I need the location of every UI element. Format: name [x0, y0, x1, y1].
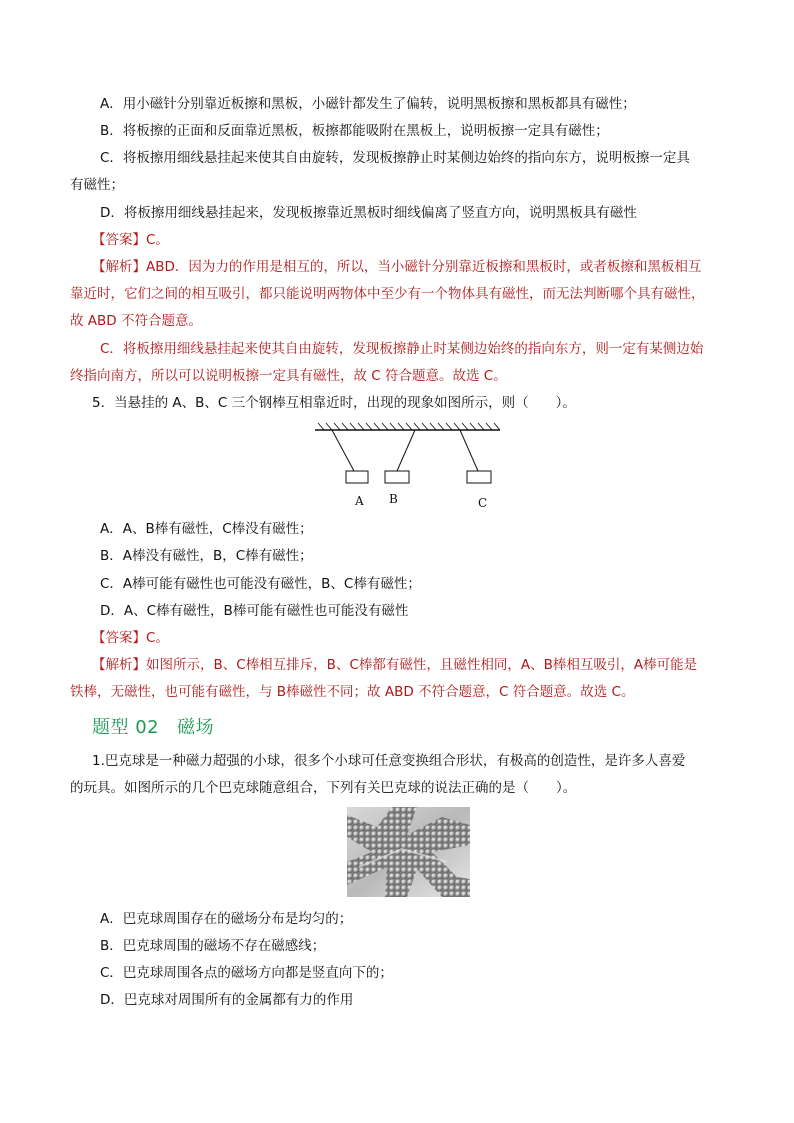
s2q1-option-b: B．巴克球周围的磁场不存在磁感线；	[100, 938, 326, 954]
s2q1-option-a: A．巴克球周围存在的磁场分布是均匀的；	[100, 911, 353, 927]
s2q1-stem-line-1: 1.巴克球是一种磁力超强的小球，很多个小球可任意变换组合形状，有极高的创造性，是许多人喜爱	[92, 753, 686, 769]
q5-analysis-line-1: 【解析】如图所示，B、C棒相互排斥，B、C棒都有磁性，且磁性相同，A、B棒相互吸引，A棒可能是	[92, 657, 698, 673]
q4-option-b: B．将板擦的正面和反面靠近黑板，板擦都能吸附在黑板上，说明板擦一定具有磁性；	[100, 123, 609, 139]
q4-option-a: A．用小磁针分别靠近板擦和黑板，小磁针都发生了偏转，说明黑板擦和黑板都具有磁性；	[100, 96, 636, 112]
buckyball-photo	[347, 807, 470, 897]
rod-b	[385, 430, 415, 483]
q5-option-c: C．A棒可能有磁性也可能没有磁性，B、C棒有磁性；	[100, 576, 421, 592]
q4-analysis-line-4: C．将板擦用细线悬挂起来使其自由旋转，发现板擦静止时某侧边始终的指向东方，则一定有某侧边始	[100, 341, 704, 357]
s2q1-option-c: C．巴克球周围各点的磁场方向都是竖直向下的；	[100, 965, 393, 981]
section-heading	[92, 713, 232, 739]
label-c: C	[478, 496, 488, 510]
q4-analysis-line-1: 【解析】ABD．因为力的作用是相互的，所以，当小磁针分别靠近板擦和黑板时，或者板擦和黑板相互	[92, 259, 702, 275]
hanging-rods-figure	[310, 420, 510, 515]
ceiling-beam	[315, 423, 500, 430]
q4-option-d: D．将板擦用细线悬挂起来，发现板擦靠近黑板时细线偏离了竖直方向，说明黑板具有磁性	[100, 205, 637, 221]
q5-option-b: B．A棒没有磁性，B，C棒有磁性；	[100, 548, 313, 564]
q5-stem: 5．当悬挂的 A、B、C 三个钢棒互相靠近时，出现的现象如图所示，则（ ）。	[92, 395, 576, 411]
q5-option-a: A．A、B棒有磁性，C棒没有磁性；	[100, 521, 313, 537]
section-number: 题型 02	[92, 717, 160, 738]
s2q1-stem-line-2: 的玩具。如图所示的几个巴克球随意组合，下列有关巴克球的说法正确的是（ ）。	[70, 780, 577, 796]
s2q1-option-d: D．巴克球对周围所有的金属都有力的作用	[100, 992, 354, 1008]
q5-option-d: D．A、C棒有磁性，B棒可能有磁性也可能没有磁性	[100, 603, 409, 619]
q4-analysis-line-3: 故 ABD 不符合题意。	[70, 313, 202, 329]
q4-analysis-line-5: 终指向南方，所以可以说明板擦一定具有磁性，故 C 符合题意。故选 C。	[70, 368, 507, 384]
label-a: A	[355, 494, 364, 508]
section-title: 磁场	[177, 717, 215, 738]
q5-analysis-line-2: 铁棒，无磁性，也可能有磁性，与 B棒磁性不同；故 ABD 不符合题意，C 符合题意。故选 C。	[70, 684, 635, 700]
q4-answer: 【答案】C。	[92, 232, 169, 248]
q4-analysis-line-2: 靠近时，它们之间的相互吸引，都只能说明两物体中至少有一个物体具有磁性，而无法判断哪个具有磁性，	[70, 286, 705, 302]
q4-option-c-cont: 有磁性；	[70, 177, 124, 193]
q4-option-c: C．将板擦用细线悬挂起来使其自由旋转，发现板擦静止时某侧边始终的指向东方，说明板擦一定具	[100, 150, 690, 166]
label-b: B	[389, 492, 398, 506]
rod-a	[332, 430, 368, 483]
q5-answer: 【答案】C。	[92, 630, 169, 646]
rod-c	[460, 430, 491, 483]
